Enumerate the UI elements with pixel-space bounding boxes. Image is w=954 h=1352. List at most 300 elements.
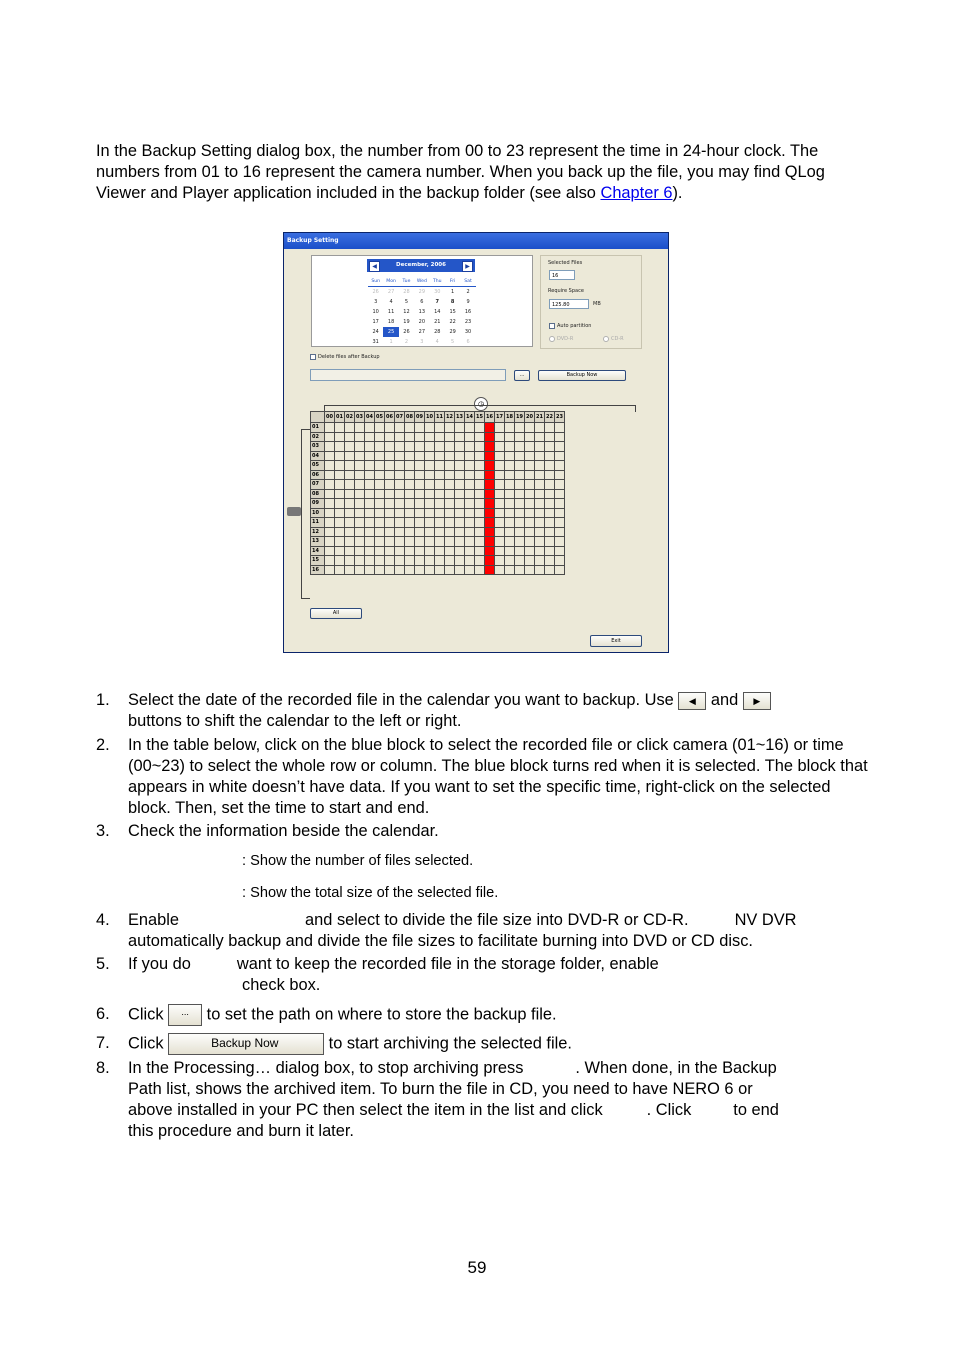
time-block[interactable] (405, 432, 415, 442)
time-block[interactable] (475, 480, 485, 490)
camera-header[interactable]: 13 (311, 537, 325, 547)
time-block[interactable] (355, 480, 365, 490)
time-block[interactable] (545, 508, 555, 518)
time-block[interactable] (365, 423, 375, 433)
time-block[interactable] (325, 556, 335, 566)
hour-header[interactable]: 13 (455, 412, 465, 423)
time-block[interactable] (445, 518, 455, 528)
time-block[interactable] (415, 461, 425, 471)
hour-header[interactable]: 10 (425, 412, 435, 423)
time-block[interactable] (365, 565, 375, 575)
time-block[interactable] (335, 518, 345, 528)
time-block[interactable] (405, 480, 415, 490)
time-block[interactable] (385, 508, 395, 518)
calendar-day[interactable]: 28 (434, 329, 441, 335)
time-block[interactable] (335, 442, 345, 452)
time-block[interactable] (375, 470, 385, 480)
time-block[interactable] (395, 480, 405, 490)
time-block[interactable] (335, 565, 345, 575)
time-block[interactable] (335, 527, 345, 537)
time-block[interactable] (335, 546, 345, 556)
time-block[interactable] (525, 537, 535, 547)
calendar-day[interactable]: 28 (403, 289, 410, 295)
time-block[interactable] (465, 423, 475, 433)
time-block[interactable] (365, 508, 375, 518)
calendar-day[interactable]: 29 (449, 329, 456, 335)
time-block[interactable] (355, 518, 365, 528)
browse-button[interactable]: ... (168, 1004, 202, 1026)
calendar-day[interactable]: 5 (451, 339, 455, 345)
time-block[interactable] (535, 489, 545, 499)
time-block[interactable] (445, 442, 455, 452)
arrow-right-icon[interactable]: ▶ (743, 692, 771, 710)
cd-r-radio[interactable] (603, 336, 609, 342)
exit-button[interactable]: Exit (590, 635, 642, 647)
time-block[interactable] (515, 470, 525, 480)
time-block[interactable] (445, 527, 455, 537)
time-block[interactable] (435, 518, 445, 528)
calendar-day[interactable]: 21 (434, 319, 441, 325)
time-block[interactable] (465, 480, 475, 490)
time-block[interactable] (515, 565, 525, 575)
time-block[interactable] (385, 489, 395, 499)
hour-header[interactable]: 03 (355, 412, 365, 423)
time-block[interactable] (325, 508, 335, 518)
time-block[interactable] (535, 537, 545, 547)
time-block[interactable] (485, 556, 495, 566)
hour-header[interactable]: 02 (345, 412, 355, 423)
time-block[interactable] (445, 499, 455, 509)
time-block[interactable] (485, 442, 495, 452)
time-block[interactable] (345, 442, 355, 452)
time-block[interactable] (465, 565, 475, 575)
time-block[interactable] (445, 489, 455, 499)
time-block[interactable] (335, 508, 345, 518)
time-block[interactable] (495, 518, 505, 528)
time-block[interactable] (475, 470, 485, 480)
time-block[interactable] (505, 499, 515, 509)
time-block[interactable] (345, 546, 355, 556)
time-block[interactable] (425, 537, 435, 547)
calendar-day[interactable]: 23 (464, 319, 472, 325)
time-block[interactable] (355, 442, 365, 452)
time-block[interactable] (505, 556, 515, 566)
time-block[interactable] (495, 499, 505, 509)
time-block[interactable] (425, 508, 435, 518)
camera-header[interactable]: 08 (311, 489, 325, 499)
time-block[interactable] (395, 470, 405, 480)
chapter-6-link[interactable]: Chapter 6 (600, 184, 673, 202)
time-block[interactable] (485, 537, 495, 547)
time-block[interactable] (465, 556, 475, 566)
time-block[interactable] (435, 546, 445, 556)
time-block[interactable] (515, 546, 525, 556)
time-block[interactable] (445, 565, 455, 575)
time-block[interactable] (355, 499, 365, 509)
time-block[interactable] (415, 432, 425, 442)
calendar-day[interactable]: 18 (387, 319, 395, 325)
time-block[interactable] (525, 499, 535, 509)
time-block[interactable] (375, 556, 385, 566)
time-block[interactable] (515, 432, 525, 442)
time-block[interactable] (515, 442, 525, 452)
time-block[interactable] (415, 518, 425, 528)
time-block[interactable] (545, 546, 555, 556)
time-block[interactable] (385, 461, 395, 471)
time-block[interactable] (325, 537, 335, 547)
time-block[interactable] (535, 499, 545, 509)
time-block[interactable] (505, 527, 515, 537)
time-block[interactable] (395, 537, 405, 547)
camera-header[interactable]: 16 (311, 565, 325, 575)
time-block[interactable] (555, 423, 565, 433)
time-block[interactable] (335, 451, 345, 461)
calendar-day[interactable]: 19 (403, 319, 410, 325)
time-block[interactable] (415, 470, 425, 480)
hour-header[interactable]: 09 (415, 412, 425, 423)
time-block[interactable] (345, 565, 355, 575)
time-block[interactable] (475, 499, 485, 509)
time-block[interactable] (495, 527, 505, 537)
time-block[interactable] (345, 480, 355, 490)
camera-header[interactable]: 09 (311, 499, 325, 509)
time-block[interactable] (475, 489, 485, 499)
hour-header[interactable]: 17 (495, 412, 505, 423)
time-block[interactable] (555, 461, 565, 471)
time-block[interactable] (355, 489, 365, 499)
time-block[interactable] (395, 451, 405, 461)
time-block[interactable] (465, 518, 475, 528)
time-block[interactable] (535, 470, 545, 480)
time-block[interactable] (405, 518, 415, 528)
camera-header[interactable]: 14 (311, 546, 325, 556)
time-block[interactable] (405, 489, 415, 499)
time-block[interactable] (365, 451, 375, 461)
calendar-day[interactable]: 12 (403, 309, 410, 315)
time-block[interactable] (445, 432, 455, 442)
time-block[interactable] (385, 470, 395, 480)
time-block[interactable] (445, 546, 455, 556)
time-block[interactable] (495, 480, 505, 490)
time-block[interactable] (395, 527, 405, 537)
time-block[interactable] (475, 565, 485, 575)
camera-header[interactable]: 07 (311, 480, 325, 490)
hour-header[interactable]: 00 (325, 412, 335, 423)
time-block[interactable] (505, 518, 515, 528)
time-block[interactable] (345, 527, 355, 537)
time-block[interactable] (465, 470, 475, 480)
time-block[interactable] (485, 432, 495, 442)
time-block[interactable] (465, 508, 475, 518)
time-block[interactable] (465, 432, 475, 442)
time-block[interactable] (475, 527, 485, 537)
camera-header[interactable]: 06 (311, 470, 325, 480)
calendar-day[interactable]: 5 (404, 299, 409, 305)
time-block[interactable] (535, 518, 545, 528)
time-block[interactable] (395, 423, 405, 433)
time-block[interactable] (485, 508, 495, 518)
time-block[interactable] (375, 499, 385, 509)
time-block[interactable] (455, 527, 465, 537)
time-block[interactable] (515, 508, 525, 518)
calendar-day[interactable]: 13 (418, 309, 426, 315)
time-block[interactable] (415, 442, 425, 452)
time-block[interactable] (365, 527, 375, 537)
time-block[interactable] (385, 451, 395, 461)
calendar-day[interactable]: 2 (466, 289, 470, 295)
calendar-day[interactable]: 30 (464, 329, 472, 335)
calendar-day[interactable]: 31 (372, 339, 379, 345)
time-block[interactable] (375, 527, 385, 537)
time-block[interactable] (475, 451, 485, 461)
time-block[interactable] (515, 556, 525, 566)
time-block[interactable] (485, 499, 495, 509)
time-block[interactable] (515, 423, 525, 433)
time-block[interactable] (485, 565, 495, 575)
time-block[interactable] (375, 480, 385, 490)
calendar-day[interactable]: 10 (372, 309, 379, 315)
time-block[interactable] (355, 470, 365, 480)
camera-header[interactable]: 02 (311, 432, 325, 442)
calendar-day[interactable]: 1 (389, 339, 393, 345)
time-block[interactable] (345, 461, 355, 471)
calendar-day[interactable]: 11 (387, 309, 395, 315)
time-block[interactable] (375, 518, 385, 528)
hour-header[interactable]: 18 (505, 412, 515, 423)
time-block[interactable] (545, 461, 555, 471)
time-block[interactable] (415, 480, 425, 490)
hour-header[interactable]: 08 (405, 412, 415, 423)
camera-header[interactable]: 12 (311, 527, 325, 537)
camera-header[interactable]: 01 (311, 423, 325, 433)
time-block[interactable] (515, 489, 525, 499)
time-block[interactable] (495, 470, 505, 480)
time-block[interactable] (515, 537, 525, 547)
hour-header[interactable]: 05 (375, 412, 385, 423)
time-block[interactable] (495, 537, 505, 547)
time-block[interactable] (355, 556, 365, 566)
time-block[interactable] (505, 432, 515, 442)
time-block[interactable] (505, 470, 515, 480)
time-block[interactable] (545, 489, 555, 499)
calendar-day[interactable]: 2 (404, 339, 409, 345)
auto-partition-checkbox[interactable] (549, 323, 555, 329)
time-block[interactable] (455, 489, 465, 499)
time-block[interactable] (425, 527, 435, 537)
time-block[interactable] (395, 508, 405, 518)
camera-icon[interactable] (287, 507, 301, 516)
calendar-day[interactable]: 22 (449, 319, 456, 325)
time-block[interactable] (385, 432, 395, 442)
time-block[interactable] (325, 527, 335, 537)
time-block[interactable] (405, 461, 415, 471)
calendar-day[interactable]: 1 (451, 289, 455, 295)
time-block[interactable] (425, 432, 435, 442)
calendar-day[interactable]: 24 (372, 329, 379, 335)
hour-header[interactable]: 12 (445, 412, 455, 423)
browse-button[interactable]: ... (514, 370, 530, 381)
time-block[interactable] (415, 537, 425, 547)
time-block[interactable] (535, 432, 545, 442)
time-block[interactable] (485, 546, 495, 556)
time-block[interactable] (365, 480, 375, 490)
time-block[interactable] (555, 508, 565, 518)
time-block[interactable] (555, 565, 565, 575)
time-block[interactable] (335, 470, 345, 480)
time-block[interactable] (465, 489, 475, 499)
time-block[interactable] (395, 432, 405, 442)
time-block[interactable] (535, 480, 545, 490)
time-block[interactable] (405, 423, 415, 433)
time-block[interactable] (505, 423, 515, 433)
time-block[interactable] (405, 451, 415, 461)
time-block[interactable] (445, 480, 455, 490)
time-block[interactable] (555, 499, 565, 509)
time-block[interactable] (505, 461, 515, 471)
time-block[interactable] (455, 461, 465, 471)
time-block[interactable] (335, 537, 345, 547)
time-block[interactable] (475, 556, 485, 566)
time-block[interactable] (365, 470, 375, 480)
time-block[interactable] (395, 565, 405, 575)
time-block[interactable] (525, 565, 535, 575)
calendar-day[interactable]: 17 (372, 319, 379, 325)
time-block[interactable] (335, 461, 345, 471)
time-block[interactable] (425, 423, 435, 433)
calendar-day[interactable]: 29 (418, 289, 426, 295)
time-block[interactable] (435, 565, 445, 575)
time-block[interactable] (455, 508, 465, 518)
time-block[interactable] (365, 442, 375, 452)
backup-path-field[interactable] (310, 369, 506, 381)
time-block[interactable] (335, 423, 345, 433)
time-block[interactable] (365, 537, 375, 547)
time-block[interactable] (495, 508, 505, 518)
time-block[interactable] (525, 432, 535, 442)
time-block[interactable] (545, 565, 555, 575)
time-block[interactable] (325, 489, 335, 499)
time-block[interactable] (405, 470, 415, 480)
time-block[interactable] (515, 518, 525, 528)
time-block[interactable] (525, 461, 535, 471)
time-block[interactable] (375, 489, 385, 499)
time-block[interactable] (485, 423, 495, 433)
time-block[interactable] (535, 442, 545, 452)
time-block[interactable] (345, 508, 355, 518)
time-block[interactable] (375, 508, 385, 518)
calendar-day[interactable]: 20 (418, 319, 426, 325)
time-block[interactable] (385, 556, 395, 566)
calendar-day[interactable]: 27 (387, 289, 395, 295)
time-block[interactable] (385, 499, 395, 509)
time-block[interactable] (465, 537, 475, 547)
time-block[interactable] (405, 565, 415, 575)
time-block[interactable] (425, 451, 435, 461)
time-block[interactable] (475, 537, 485, 547)
time-block[interactable] (545, 480, 555, 490)
time-block[interactable] (345, 423, 355, 433)
time-block[interactable] (455, 499, 465, 509)
time-block[interactable] (495, 451, 505, 461)
time-block[interactable] (375, 537, 385, 547)
hour-header[interactable]: 11 (435, 412, 445, 423)
time-block[interactable] (345, 556, 355, 566)
time-block[interactable] (345, 432, 355, 442)
time-block[interactable] (365, 546, 375, 556)
time-block[interactable] (475, 546, 485, 556)
time-block[interactable] (425, 461, 435, 471)
time-block[interactable] (555, 537, 565, 547)
time-block[interactable] (415, 489, 425, 499)
time-block[interactable] (525, 451, 535, 461)
time-block[interactable] (385, 537, 395, 547)
hour-header[interactable]: 15 (475, 412, 485, 423)
time-block[interactable] (475, 432, 485, 442)
arrow-right-icon[interactable]: ▶ (462, 261, 473, 272)
time-block[interactable] (525, 556, 535, 566)
time-block[interactable] (365, 461, 375, 471)
time-block[interactable] (355, 527, 365, 537)
time-block[interactable] (535, 423, 545, 433)
time-block[interactable] (405, 546, 415, 556)
time-block[interactable] (425, 499, 435, 509)
time-block[interactable] (435, 480, 445, 490)
time-block[interactable] (415, 565, 425, 575)
backup-now-button[interactable]: Backup Now (168, 1033, 324, 1055)
time-block[interactable] (555, 470, 565, 480)
time-block[interactable] (405, 499, 415, 509)
all-button[interactable]: All (310, 608, 362, 619)
calendar-day[interactable]: 27 (418, 329, 426, 335)
time-block[interactable] (535, 508, 545, 518)
time-block[interactable] (485, 451, 495, 461)
time-block[interactable] (355, 546, 365, 556)
time-block[interactable] (455, 470, 465, 480)
time-block[interactable] (495, 432, 505, 442)
calendar-day[interactable]: 15 (449, 309, 456, 315)
time-block[interactable] (445, 537, 455, 547)
time-block[interactable] (555, 546, 565, 556)
time-block[interactable] (545, 556, 555, 566)
time-block[interactable] (335, 480, 345, 490)
time-block[interactable] (425, 442, 435, 452)
time-block[interactable] (545, 451, 555, 461)
time-block[interactable] (465, 451, 475, 461)
time-block[interactable] (335, 499, 345, 509)
calendar-day[interactable]: 3 (420, 339, 424, 345)
time-block[interactable] (415, 499, 425, 509)
time-block[interactable] (465, 546, 475, 556)
time-block[interactable] (555, 442, 565, 452)
time-block[interactable] (465, 461, 475, 471)
time-block[interactable] (435, 423, 445, 433)
time-block[interactable] (335, 432, 345, 442)
hour-header[interactable]: 07 (395, 412, 405, 423)
time-block[interactable] (495, 423, 505, 433)
calendar-day[interactable]: 25 (383, 327, 398, 337)
delete-files-checkbox[interactable] (310, 354, 316, 360)
time-block[interactable] (395, 518, 405, 528)
time-block[interactable] (475, 518, 485, 528)
time-block[interactable] (545, 537, 555, 547)
time-block[interactable] (385, 527, 395, 537)
time-block[interactable] (455, 546, 465, 556)
time-block[interactable] (455, 480, 465, 490)
time-block[interactable] (525, 423, 535, 433)
time-block[interactable] (535, 546, 545, 556)
time-block[interactable] (355, 565, 365, 575)
time-block[interactable] (325, 565, 335, 575)
